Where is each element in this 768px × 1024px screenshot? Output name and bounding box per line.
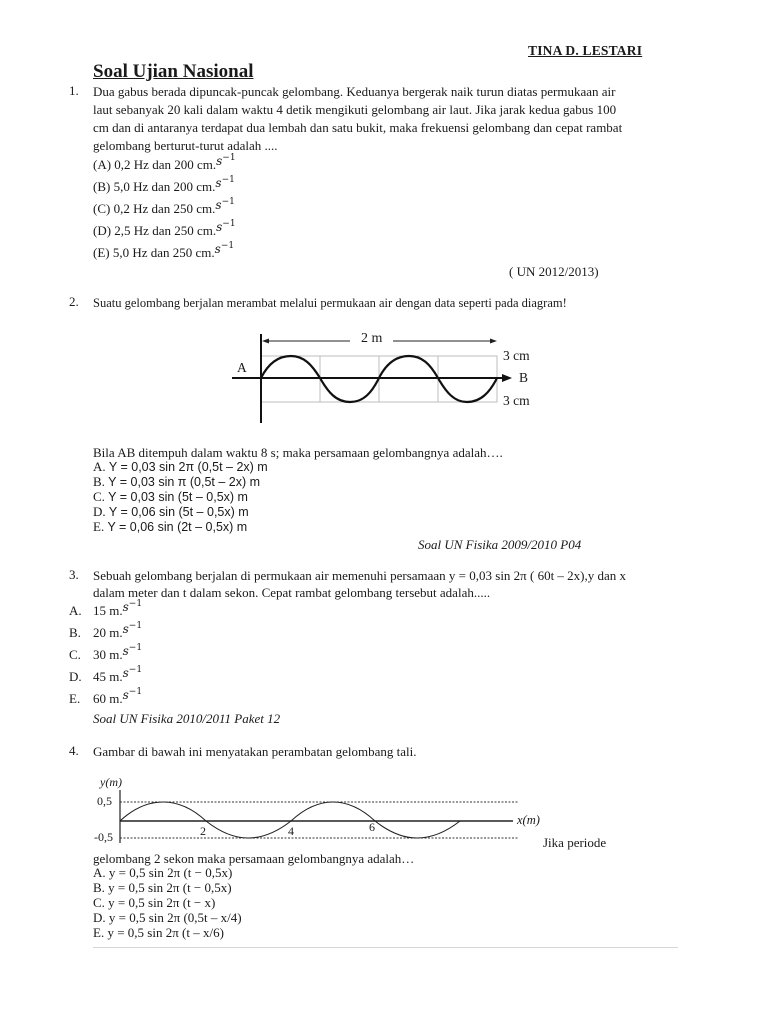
unit: s: [216, 154, 223, 168]
option-text: y = 0,5 sin 2π (t − 0,5x): [108, 865, 233, 880]
unit: s: [122, 666, 129, 680]
exponent: −1: [221, 197, 235, 207]
option-b: [93, 880, 232, 896]
option-text: y = 0,5 sin 2π (t – x/6): [107, 925, 224, 940]
unit: s: [122, 622, 129, 636]
option-e: [93, 925, 224, 941]
question-text: Bila AB ditempuh dalam waktu 8 s; maka persamaan gelombangnya adalah….: [93, 445, 503, 460]
question-text-trailing: Jika periode: [543, 835, 607, 850]
question-source: Soal UN Fisika 2010/2011 Paket 12: [93, 711, 281, 726]
option-letter: B.: [93, 474, 105, 489]
option-letter: A.: [93, 865, 106, 880]
question-text-line: Dua gabus berada dipuncak-puncak gelombang. Keduanya bergerak naik turun diatas permukaan air: [93, 84, 616, 99]
option-letter: C.: [93, 489, 105, 504]
question-prompt: Suatu gelombang berjalan merambat melalui permukaan air dengan data seperti pada diagram!: [93, 296, 567, 310]
author-name: TINA D. LESTARI: [528, 43, 643, 58]
exponent: −1: [221, 175, 235, 185]
unit: s: [122, 688, 129, 702]
option-letter: B.: [69, 625, 81, 640]
point-b-label: B: [519, 370, 529, 385]
y-top-label: 0,5: [97, 794, 112, 808]
option-letter: E.: [69, 691, 81, 706]
x-axis-label: x(m): [517, 813, 540, 827]
question-number: 2.: [69, 294, 79, 309]
option-text: (A) 0,2 Hz dan 200 cm.: [93, 157, 217, 172]
option-text: (E) 5,0 Hz dan 250 cm.: [93, 245, 215, 260]
y-axis-label: y(m): [100, 775, 122, 789]
option-letter: D.: [93, 504, 106, 519]
option-text: Y = 0,03 sin (5t – 0,5x) m: [108, 490, 248, 504]
option-letter: C.: [93, 895, 105, 910]
option-text: Y = 0,06 sin (5t – 0,5x) m: [108, 505, 249, 519]
x-tick-6: 6: [369, 820, 375, 834]
option-letter: D.: [69, 669, 82, 684]
page-title: Soal Ujian Nasional: [93, 61, 254, 82]
option-text: Y = 0,06 sin (2t – 0,5x) m: [107, 520, 248, 534]
unit: s: [122, 644, 129, 658]
amplitude-bottom-label: 3 cm: [503, 393, 530, 408]
option-text: Y = 0,03 sin π (0,5t – 2x) m: [108, 475, 261, 489]
question-text-line: cm dan di antaranya terdapat dua lembah dan satu bukit, maka frekuensi gelombang dan cepat rambat: [93, 120, 623, 135]
option-a: [93, 865, 232, 881]
option-text: 15 m.: [93, 603, 123, 618]
unit: s: [214, 242, 221, 256]
option-letter: E.: [93, 519, 105, 534]
question-number: 4.: [69, 743, 79, 758]
unit: s: [215, 198, 222, 212]
option-text: 20 m.: [93, 625, 123, 640]
question-number: 1.: [69, 83, 79, 98]
question-text-line: laut sebanyak 20 kali dalam waktu 4 detik mengikuti gelombang air laut. Jika jarak kedua gabus 100: [93, 102, 617, 117]
option-text: y = 0,5 sin 2π (t − 0,5x): [108, 880, 232, 895]
option-letter: B.: [93, 880, 105, 895]
x-tick-4: 4: [288, 824, 294, 838]
option-letter: C.: [69, 647, 81, 662]
unit: s: [216, 220, 223, 234]
exponent: −1: [220, 241, 235, 251]
option-letter: D.: [93, 910, 106, 925]
option-d: [93, 910, 242, 926]
question-text-line: gelombang berturut-turut adalah ....: [93, 138, 278, 153]
exponent: −1: [128, 599, 143, 609]
question-text-line: dalam meter dan t dalam sekon. Cepat rambat gelombang tersebut adalah.....: [93, 585, 491, 600]
option-text: (D) 2,5 Hz dan 250 cm.: [93, 223, 217, 238]
question-source: Soal UN Fisika 2009/2010 P04: [418, 537, 582, 552]
length-label: 2 m: [361, 331, 383, 346]
option-text: 30 m.: [93, 647, 123, 662]
exponent: −1: [222, 219, 236, 229]
option-letter: A.: [69, 603, 82, 618]
y-bottom-label: -0,5: [94, 830, 113, 844]
question-source: ( UN 2012/2013): [509, 264, 599, 279]
exponent: −1: [128, 665, 143, 675]
page-divider: [93, 947, 678, 948]
option-letter: A.: [93, 459, 106, 474]
option-letter: E.: [93, 925, 105, 940]
amplitude-top-label: 3 cm: [503, 348, 530, 363]
option-text: Y = 0,03 sin 2π (0,5t – 2x) m: [108, 460, 268, 474]
option-text: (B) 5,0 Hz dan 200 cm.: [93, 179, 216, 194]
point-a-label: A: [237, 360, 247, 375]
exponent: −1: [128, 621, 143, 631]
exponent: −1: [128, 687, 143, 697]
question-number: 3.: [69, 567, 79, 582]
exponent: −1: [128, 643, 143, 653]
option-c: [93, 895, 215, 911]
unit: s: [215, 176, 222, 190]
option-text: (C) 0,2 Hz dan 250 cm.: [93, 201, 216, 216]
option-text: y = 0,5 sin 2π (0,5t – x/4): [108, 910, 242, 925]
option-text: y = 0,5 sin 2π (t − x): [108, 895, 216, 910]
exponent: −1: [222, 153, 236, 163]
question-text: gelombang 2 sekon maka persamaan gelombangnya adalah…: [93, 851, 415, 866]
option-text: 45 m.: [93, 669, 123, 684]
question-prompt: Gambar di bawah ini menyatakan perambatan gelombang tali.: [93, 744, 417, 759]
option-text: 60 m.: [93, 691, 123, 706]
unit: s: [122, 600, 129, 614]
x-tick-2: 2: [200, 824, 206, 838]
question-text-line: Sebuah gelombang berjalan di permukaan air memenuhi persamaan y = 0,03 sin 2π ( 60t – 2x),y dan x: [93, 568, 627, 583]
